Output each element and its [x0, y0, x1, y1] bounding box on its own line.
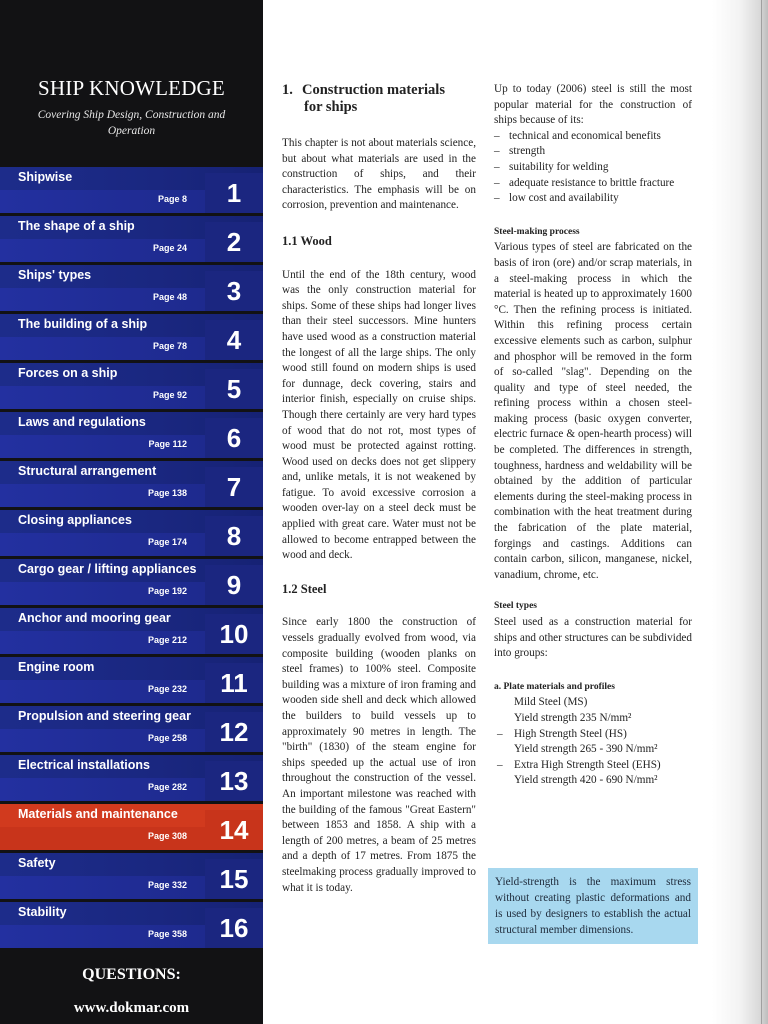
ehs-name: – Extra High Strength Steel (EHS) — [494, 758, 692, 774]
chapter-number: 6 — [226, 423, 242, 453]
hs-name: – High Strength Steel (HS) — [494, 727, 692, 743]
chapter-number: 7 — [226, 472, 242, 502]
chapter-item[interactable] — [0, 755, 263, 801]
chapter-item[interactable] — [0, 657, 263, 703]
chapter-title: Shipwise — [18, 170, 73, 184]
chapter-item[interactable] — [0, 706, 263, 752]
section-number: 1. — [282, 82, 293, 98]
ms-yield: Yield strength 235 N/mm² — [514, 711, 632, 724]
column-right — [494, 82, 692, 789]
chapter-number: 9 — [226, 570, 242, 600]
chapter-page: Page 212 — [147, 635, 187, 645]
list-item: – low cost and availability — [494, 191, 692, 207]
chapter-page: Page 78 — [152, 341, 187, 351]
hs-yield: Yield strength 265 - 390 N/mm² — [514, 743, 658, 756]
wood-heading: 1.1 Wood — [282, 233, 332, 248]
chapter-page: Page 332 — [147, 880, 187, 890]
brand-subtitle: Covering Ship Design, Construction and Operation — [37, 109, 226, 137]
chapter-title: Stability — [18, 905, 67, 919]
chapter-page: Page 8 — [157, 194, 187, 204]
chapter-title: Materials and maintenance — [18, 807, 178, 821]
chapter-item[interactable] — [0, 902, 263, 948]
steel-paragraph: Since early 1800 the construction of vessels gradually evolved from wood, via composite building (wooden planks on steel frames) to 100% steel. Composite building was a mixture of iron framing and wooden side shell and deck which allowed the builders to build vessels up to approximately 90 metres in length. The "birth" (1830) of the steam engine for ships speeded up the actual use of iron throughout the construction of the vessel. An important milestone was reached with the building of the famous "Great Eastern" between 1853 and 1858. A ship with a length of 200 metres, a beam of 25 metres and a depth of 17 metres. From 1875 the steelmaking process gradually improved to what it is today. — [282, 616, 476, 894]
chapter-title: Electrical installations — [18, 758, 150, 772]
chapter-page: Page 138 — [147, 488, 187, 498]
plate-materials — [494, 680, 692, 789]
plate-heading: a. Plate materials and profiles — [494, 681, 615, 692]
ms-name: Mild Steel (MS) — [514, 696, 588, 709]
chapter-title: Structural arrangement — [18, 464, 157, 478]
chapter-list — [0, 167, 263, 951]
chapter-number: 4 — [226, 325, 242, 355]
chapter-title: Engine room — [18, 660, 95, 674]
chapter-number: 11 — [220, 668, 248, 698]
chapter-number: 10 — [219, 619, 249, 649]
chapter-item[interactable] — [0, 608, 263, 654]
types-paragraph: Steel used as a construction material for ships and other structures can be subdivided into groups: — [494, 616, 692, 660]
chapter-number: 5 — [226, 374, 242, 404]
chapter-title: Propulsion and steering gear — [18, 709, 191, 723]
chapter-page: Page 24 — [152, 243, 187, 253]
chapter-title: Ships' types — [18, 268, 92, 282]
questions-label: QUESTIONS: — [82, 966, 181, 983]
brand-title: SHIP KNOWLEDGE — [38, 76, 225, 100]
process-paragraph: Various types of steel are fabricated on the basis of iron (ore) and/or scrap materials, in a steel-making process in which the material is heated up to approximately 1600 °C. Then the refining process is initiated. Within this refining process certain excessive elements such as carbon, sulphur and phosphor will be removed in the form of so-called "slag". Depending on the quality and type of steel needed, the refining process within a chosen steel-making process (basic oxygen converter, electric furnace & open-hearth process) will be completed. The differences in strength, toughness, hardness and weldability will be obtained by the addition of particular elements during the steel-making process in combination with the heat treatment during the fabrication of the plate material, forgings and castings. Additions can contain carbon, silicon, manganese, nickel, vanadium, chrome, etc. — [494, 241, 692, 581]
chapter-number: 13 — [219, 766, 249, 796]
chapter-item[interactable] — [0, 412, 263, 458]
chapter-page: Page 192 — [147, 586, 187, 596]
chapter-item[interactable] — [0, 363, 263, 409]
intro-paragraph: This chapter is not about materials science, but about what materials are used in the construction of ships, and their characteristics. The emphasis will be on corrosion, prevention and maintenance. — [282, 137, 476, 212]
chapter-number: 15 — [219, 864, 249, 894]
chapter-page: Page 232 — [147, 684, 187, 694]
section-title-line2: for ships — [304, 99, 358, 115]
chapter-title: Safety — [18, 856, 56, 870]
list-item: – suitability for welding — [494, 160, 692, 176]
chapter-item[interactable] — [0, 804, 263, 850]
website-link[interactable]: www.dokmar.com — [73, 1000, 190, 1016]
chapter-title: Laws and regulations — [18, 415, 146, 429]
page-binding-edge — [712, 0, 768, 1024]
column-left — [282, 82, 476, 896]
chapter-title: Cargo gear / lifting appliances — [18, 562, 197, 576]
sidebar — [0, 0, 263, 1024]
chapter-number: 2 — [226, 227, 242, 257]
chapter-item[interactable] — [0, 559, 263, 605]
list-item: – adequate resistance to brittle fracture — [494, 176, 692, 192]
chapter-page: Page 282 — [147, 782, 187, 792]
chapter-item[interactable] — [0, 461, 263, 507]
chapter-page: Page 358 — [147, 929, 187, 939]
chapter-item[interactable] — [0, 265, 263, 311]
col2-intro: Up to today (2006) steel is still the most popular material for the construction of ships because of its: — [494, 83, 692, 127]
chapter-item[interactable] — [0, 167, 263, 213]
list-item: – strength — [494, 144, 692, 160]
ehs-yield: Yield strength 420 - 690 N/mm² — [514, 774, 658, 787]
chapter-number: 12 — [219, 717, 249, 747]
section-title — [282, 82, 476, 116]
types-heading: Steel types — [494, 601, 538, 612]
wood-paragraph: Until the end of the 18th century, wood was the only construction material for ships. Some of these ships had longer lives than their steel successors. Mine hunters have used wood as a construction material the longest of all the large ships. The only wood still found on modern ships is used for dunnage, deck covering, stairs and interior finish, especially on cruise ships. Though there certainly are very hard types of wood that do not rot, most types of wood must be protected against rotting. Wood used on decks does not get slippery and, unlike metals, it is not weakened by fatigue. To avoid excessive corrosion a wooden over-lay on a steel deck must be applied with great care. Water must not be allowed to become entrapped between the wood and deck. — [282, 268, 476, 562]
chapter-number: 1 — [226, 178, 242, 208]
yield-strength-callout: Yield-strength is the maximum stress without creating plastic deformations and is used by designers to establish the actual structural member dimensions. — [488, 868, 698, 944]
chapter-number: 14 — [219, 815, 249, 845]
chapter-item[interactable] — [0, 853, 263, 899]
chapter-page: Page 308 — [147, 831, 187, 841]
reasons-list — [494, 129, 692, 207]
chapter-title: The building of a ship — [18, 317, 148, 331]
chapter-title: The shape of a ship — [18, 219, 135, 233]
chapter-page: Page 174 — [147, 537, 187, 547]
chapter-page: Page 258 — [147, 733, 187, 743]
chapter-number: 3 — [226, 276, 242, 306]
chapter-title: Forces on a ship — [18, 366, 118, 380]
section-title-line1: Construction materials — [302, 82, 445, 98]
chapter-item[interactable] — [0, 510, 263, 556]
brand — [0, 76, 263, 139]
chapter-page: Page 92 — [152, 390, 187, 400]
list-item: – technical and economical benefits — [494, 129, 692, 145]
process-heading: Steel-making process — [494, 226, 580, 237]
steel-heading: 1.2 Steel — [282, 581, 327, 596]
chapter-item[interactable] — [0, 216, 263, 262]
chapter-page: Page 112 — [148, 439, 187, 449]
chapter-number: 8 — [226, 521, 242, 551]
chapter-title: Closing appliances — [18, 513, 132, 527]
chapter-item[interactable] — [0, 314, 263, 360]
chapter-page: Page 48 — [152, 292, 187, 302]
chapter-number: 16 — [219, 913, 249, 943]
chapter-title: Anchor and mooring gear — [18, 611, 171, 625]
